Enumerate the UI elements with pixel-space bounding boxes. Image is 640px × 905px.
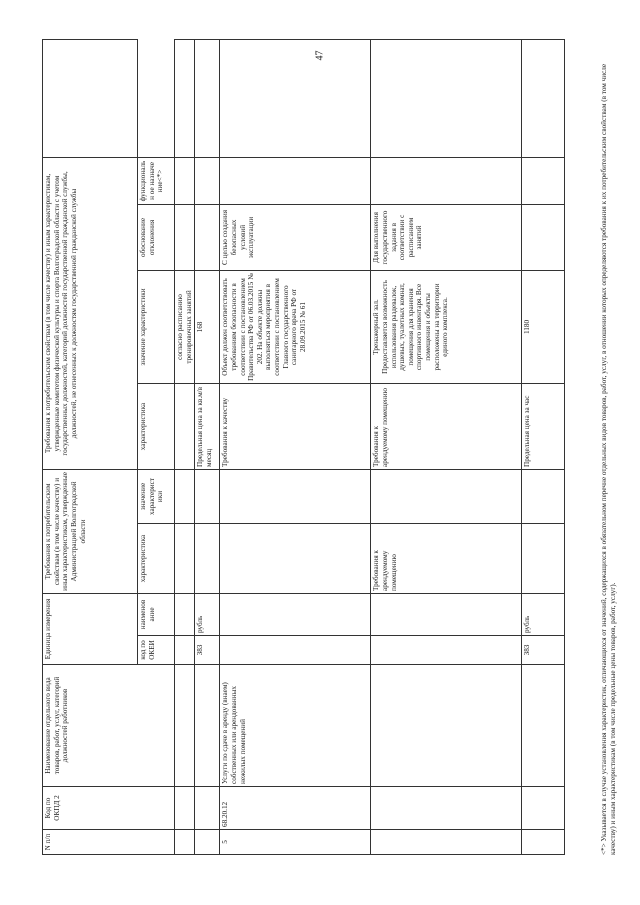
rotated-table-block <box>42 40 602 855</box>
justification: Для выполнения государственного задания в соответствии с расписанием занятий <box>371 204 522 270</box>
header-committee-group: Требования к потребительским свойствам (в том числе качеству) и иным характеристикам, утвержденные комитетом физической культуры и спорта Волгоградской области с учетом государственных должностей, категорий должностей государственной гражданской службы, должностей, не отнесенных к должностям государственной гражданской службы <box>43 157 138 469</box>
page-number: 47 <box>314 50 326 61</box>
admin-characteristic: Требования к арендуемому помещению <box>371 524 522 594</box>
unit-name: рубль <box>522 594 565 636</box>
header-committee-value: значение характеристики <box>138 270 175 383</box>
header-code: Код по ОКПД 2 <box>43 787 175 830</box>
table-row <box>371 39 522 854</box>
characteristic: Требования к арендуемому помещению <box>371 383 522 469</box>
characteristic-value: Объект должен соответствовать требованиям безопасности в соответствии с постановлением Правительства РФ от 06.03.2015 № 202. На объекте должны выполняться мероприятия в соответствии с постановлением Главного государственного санитарного врача РФ от 28.09.2015 № 61 <box>220 270 371 383</box>
header-committee-char: характеристика <box>138 383 175 469</box>
okpd-code: 68.20.12 <box>220 787 371 830</box>
header-num: N п/п <box>43 830 175 855</box>
table-row <box>195 39 220 854</box>
header-justification: обоснование отклонения <box>138 204 175 270</box>
characteristic-value: Тренажерный зал. Предоставляется возможность использования раздевалок, душевых, туалетных комнат, помещения для хранения спортивного инвентаря. Все помещения и объекты расположены на территории единого комплекса. <box>371 270 522 383</box>
unit-code: 383 <box>195 636 220 665</box>
table-row <box>175 39 195 854</box>
header-row-1 <box>43 39 138 854</box>
characteristic: Предельная цена за час <box>522 383 565 469</box>
unit-name: рубль <box>195 594 220 636</box>
service-name: Услуги по сдаче в аренду (внаем) собственных или арендованных нежилых помещений <box>220 665 371 787</box>
header-admin-value: значение характерист ики <box>138 469 175 523</box>
header-purpose: функциональн ое назначе ние<*> <box>138 157 175 204</box>
header-unit: Единица измерения <box>43 594 138 665</box>
header-unit-name: наименов ание <box>138 594 175 636</box>
header-unit-code: код по ОКЕИ <box>138 636 175 665</box>
row-number: 5 <box>220 830 371 855</box>
header-name: Наименование отдельного вида товаров, работ, услуг, категорий должностей работников <box>43 665 175 787</box>
table-row <box>220 39 371 854</box>
characteristic-value: 1180 <box>522 270 565 383</box>
characteristic: Предельная цена за кв.м/в месяц <box>195 383 220 469</box>
characteristic: Требования к качеству <box>220 383 371 469</box>
footnote: <*> Указывается в случае установления характеристик, отличающихся от значений, содержащихся в обязательном перечне отдельных видов товаров, работ, услуг, в отношении которых определяются требования к их потребительским свойствам (в том числе качеству) и иным характеристикам (в том числе предельные цены товаров, работ, услуг). <box>600 63 617 855</box>
unit-code: 383 <box>522 636 565 665</box>
header-admin-group: Требования к потребительским свойствам (в том числе качеству) и иным характеристикам, утвержденные Администрацией Волгоградской области <box>43 469 138 593</box>
table-row <box>522 39 565 854</box>
header-admin-char: характеристика <box>138 524 175 594</box>
schedule-value: согласно расписанию тренировочных занятий <box>175 270 195 383</box>
header-empty <box>43 39 138 157</box>
requirements-table <box>42 39 565 855</box>
characteristic-value: 168 <box>195 270 220 383</box>
justification: С целью создания безопасных условий эксплуатации <box>220 204 371 270</box>
